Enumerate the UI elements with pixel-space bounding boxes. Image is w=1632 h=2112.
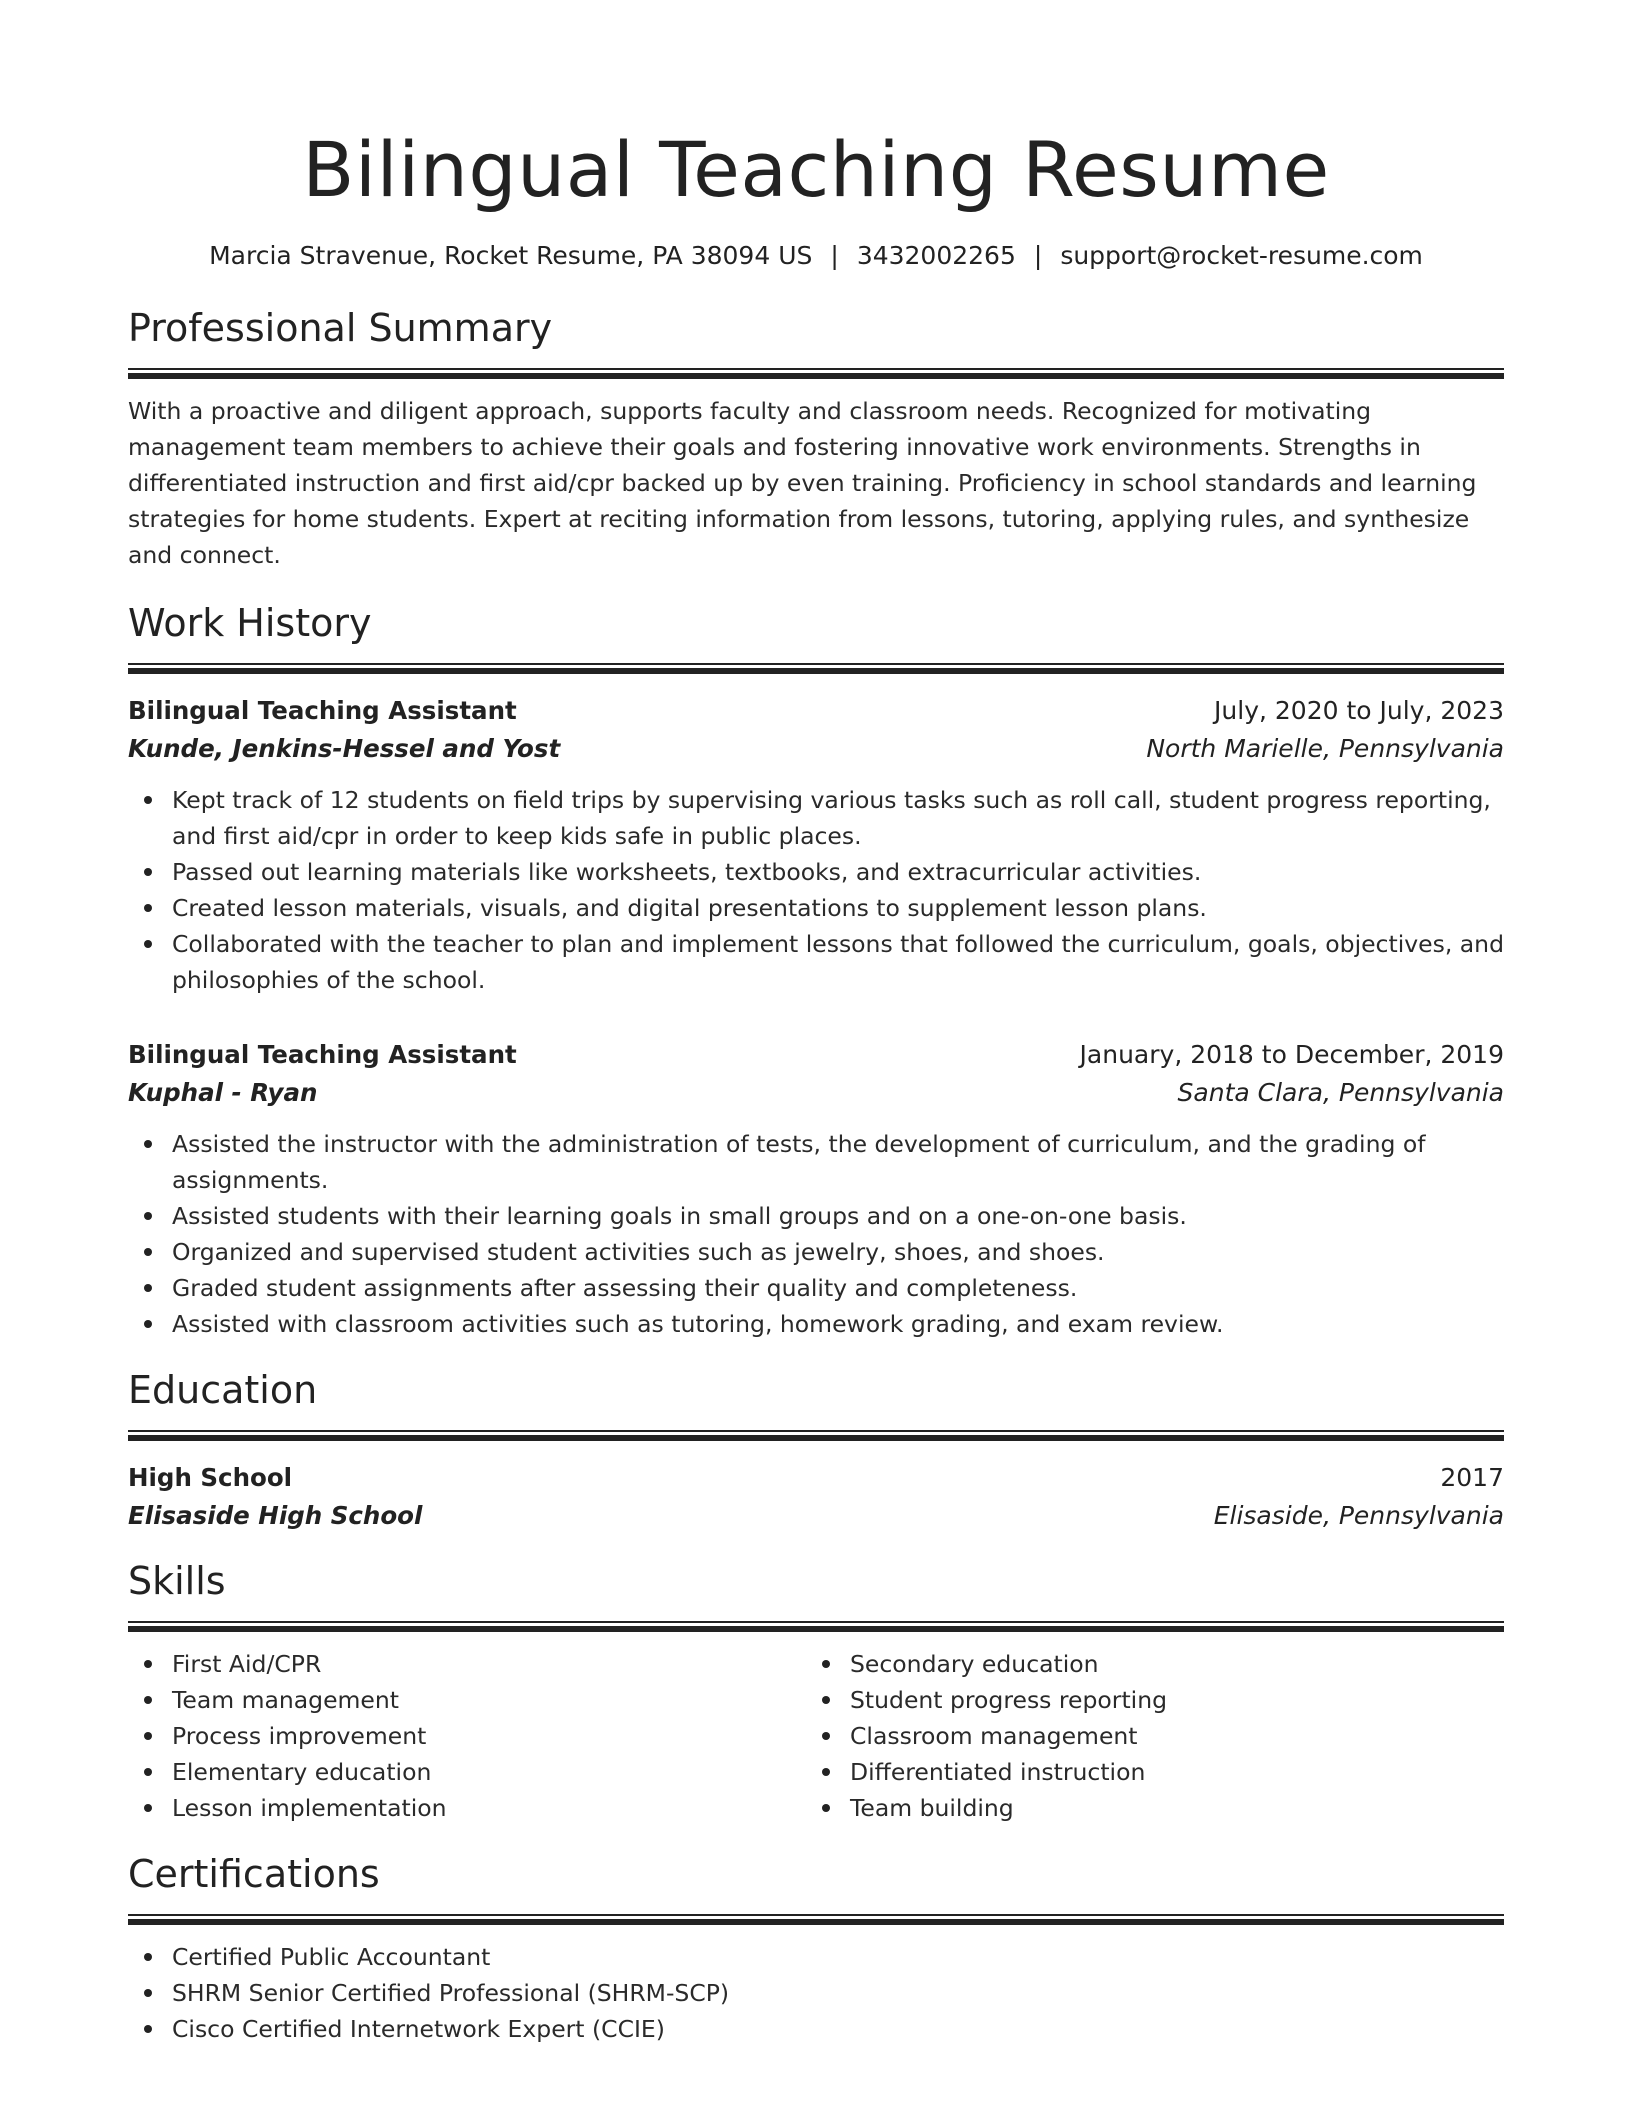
skills-heading: Skills: [128, 1559, 226, 1603]
resume-page: [128, 0, 1504, 2047]
contact-line: [128, 240, 1504, 272]
contact-email: support@rocket-resume.com: [1060, 241, 1423, 270]
section-divider: [128, 1621, 1504, 1632]
summary-heading: Professional Summary: [128, 306, 553, 350]
certifications-heading: Certifications: [128, 1852, 380, 1896]
skills-list-left: [128, 1646, 806, 1826]
skill-item: Process improvement: [172, 1718, 806, 1754]
education-heading: Education: [128, 1368, 318, 1412]
resume-title: Bilingual Teaching Resume: [302, 125, 1330, 214]
section-divider: [128, 1430, 1504, 1441]
job-title: Bilingual Teaching Assistant: [128, 1040, 517, 1069]
skill-item: Elementary education: [172, 1754, 806, 1790]
job-header-row: [128, 1036, 1504, 1074]
skill-item: Secondary education: [850, 1646, 1484, 1682]
job-bullet: Passed out learning materials like worksheets, textbooks, and extracurricular activities.: [172, 854, 1504, 890]
certification-item: SHRM Senior Certified Professional (SHRM-SCP): [172, 1975, 1504, 2011]
contact-phone: 3432002265: [856, 241, 1016, 270]
skill-item: Student progress reporting: [850, 1682, 1484, 1718]
job-company-row: [128, 1074, 1504, 1112]
certification-item: Cisco Certified Internetwork Expert (CCIE): [172, 2011, 1504, 2047]
summary-section: [128, 302, 1504, 573]
skill-item: Classroom management: [850, 1718, 1484, 1754]
skill-item: Lesson implementation: [172, 1790, 806, 1826]
job-bullets: [128, 782, 1504, 998]
job-bullet: Assisted the instructor with the administration of tests, the development of curriculum, and the grading of assignments.: [172, 1126, 1504, 1198]
job-bullet: Collaborated with the teacher to plan and implement lessons that followed the curriculum, goals, objectives, and philosophies of the school.: [172, 926, 1504, 998]
job-dates: July, 2020 to July, 2023: [1214, 696, 1504, 725]
education-school: Elisaside High School: [128, 1501, 423, 1530]
job-bullet: Kept track of 12 students on field trips by supervising various tasks such as roll call, student progress reporting, and first aid/cpr in order to keep kids safe in public places.: [172, 782, 1504, 854]
job-entry: [128, 1036, 1504, 1342]
skill-item: Team building: [850, 1790, 1484, 1826]
work-history-section: [128, 597, 1504, 1342]
section-divider: [128, 663, 1504, 674]
summary-text: With a proactive and diligent approach, supports faculty and classroom needs. Recognized for motivating management team members to achieve their goals and fostering innovative work environments. Strengths in differentiated instruction and first aid/cpr backed up by even training. Proficiency in school standards and learning strategies for home students. Expert at reciting information from lessons, tutoring, applying rules, and synthesize and connect.: [128, 397, 1477, 569]
skills-section: [128, 1555, 1504, 1826]
job-title: Bilingual Teaching Assistant: [128, 696, 517, 725]
job-company-row: [128, 730, 1504, 768]
section-divider: [128, 1914, 1504, 1925]
job-bullet: Assisted with classroom activities such as tutoring, homework grading, and exam review.: [172, 1306, 1504, 1342]
section-divider: [128, 368, 1504, 379]
skill-item: First Aid/CPR: [172, 1646, 806, 1682]
job-location: North Marielle, Pennsylvania: [1146, 734, 1504, 763]
contact-separator: |: [830, 241, 839, 270]
job-bullet: Organized and supervised student activities such as jewelry, shoes, and shoes.: [172, 1234, 1504, 1270]
job-dates: January, 2018 to December, 2019: [1079, 1040, 1504, 1069]
education-header-row: [128, 1459, 1504, 1497]
skills-grid: [128, 1646, 1504, 1826]
education-degree: High School: [128, 1463, 293, 1492]
certifications-section: [128, 1848, 1504, 2047]
job-company: Kunde, Jenkins-Hessel and Yost: [128, 734, 561, 763]
skill-item: Differentiated instruction: [850, 1754, 1484, 1790]
education-year: 2017: [1440, 1463, 1504, 1492]
job-company: Kuphal - Ryan: [128, 1078, 318, 1107]
job-bullet: Assisted students with their learning goals in small groups and on a one-on-one basis.: [172, 1198, 1504, 1234]
job-bullet: Created lesson materials, visuals, and digital presentations to supplement lesson plans.: [172, 890, 1504, 926]
contact-address: Marcia Stravenue, Rocket Resume, PA 38094 US: [209, 241, 813, 270]
job-header-row: [128, 692, 1504, 730]
job-location: Santa Clara, Pennsylvania: [1177, 1078, 1504, 1107]
education-entry: [128, 1459, 1504, 1535]
certification-item: Certified Public Accountant: [172, 1939, 1504, 1975]
education-school-row: [128, 1497, 1504, 1535]
job-bullets: [128, 1126, 1504, 1342]
skills-list-right: [806, 1646, 1484, 1826]
education-location: Elisaside, Pennsylvania: [1213, 1501, 1504, 1530]
education-section: [128, 1364, 1504, 1535]
contact-separator: |: [1033, 241, 1043, 270]
job-bullet: Graded student assignments after assessing their quality and completeness.: [172, 1270, 1504, 1306]
work-history-heading: Work History: [128, 601, 372, 645]
certifications-list: [128, 1939, 1504, 2047]
skill-item: Team management: [172, 1682, 806, 1718]
job-entry: [128, 692, 1504, 998]
